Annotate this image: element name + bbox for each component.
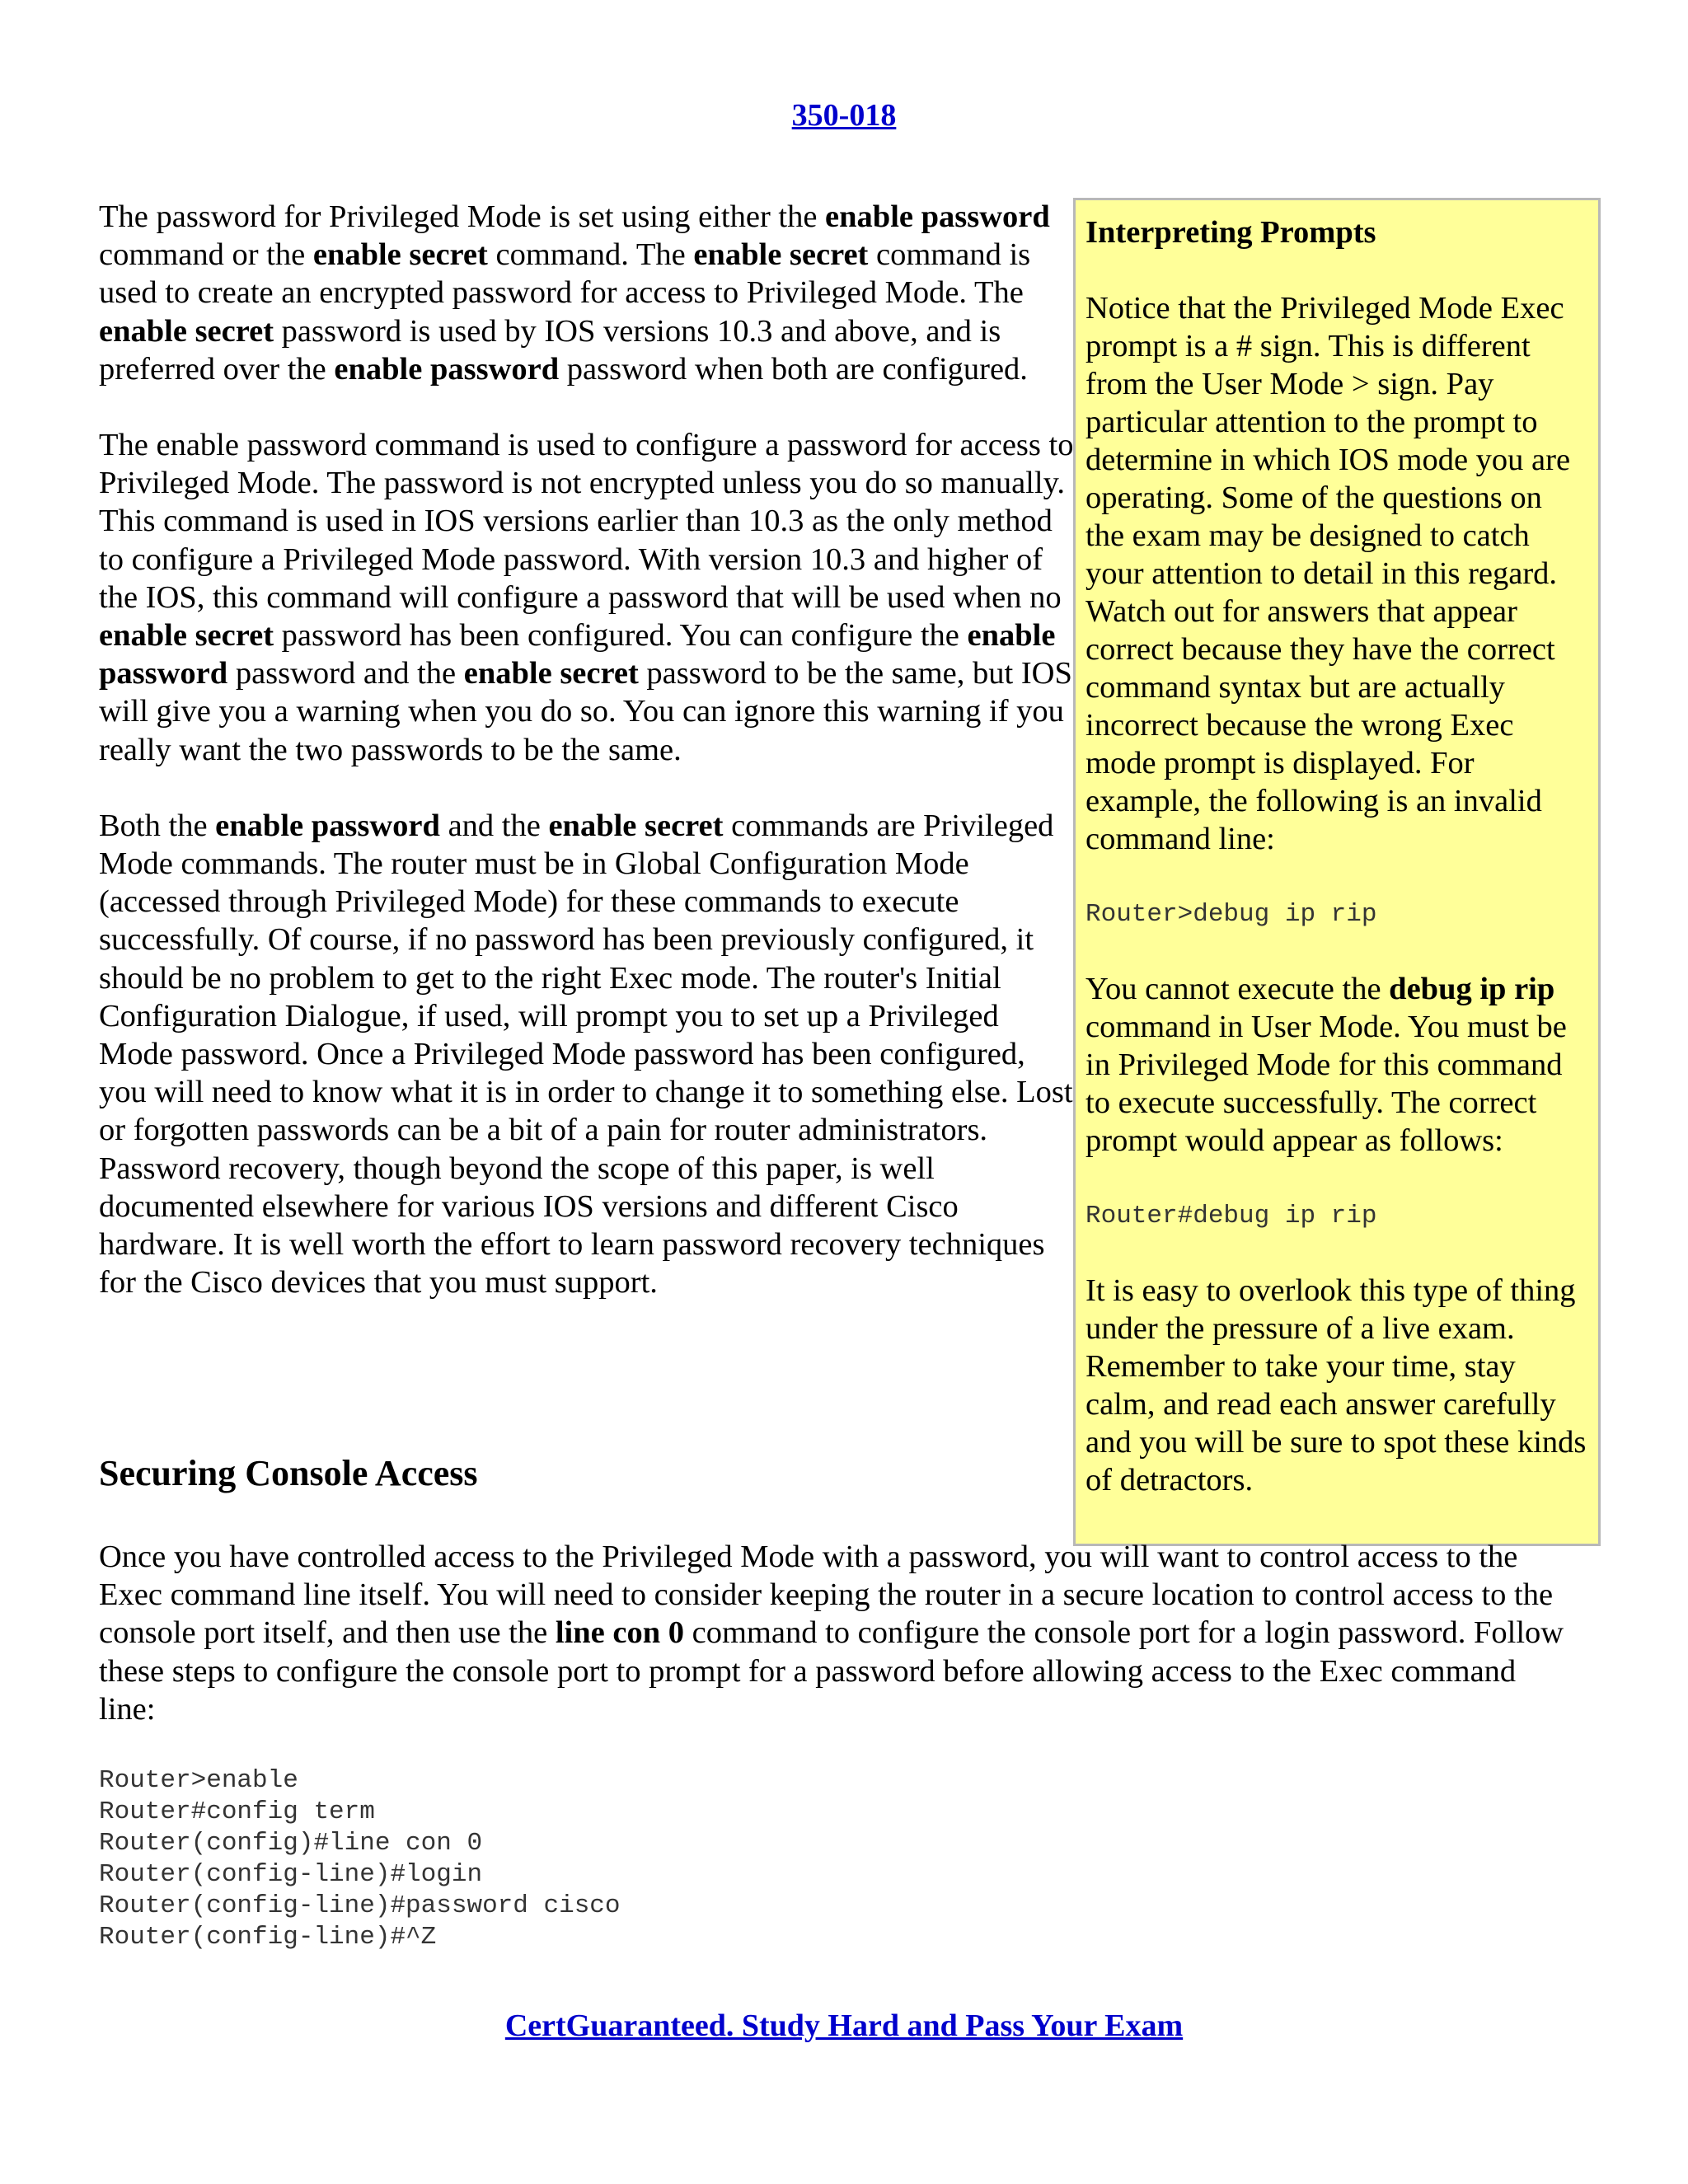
text: The password for Privileged Mode is set using either the [99, 199, 826, 234]
bold-term: enable password [334, 351, 560, 387]
text: command. The [487, 237, 694, 273]
text: password when both are configured. [559, 351, 1028, 387]
code-line: Router#config term [99, 1797, 375, 1826]
paragraph-enable-password [99, 426, 1080, 769]
text: and the [439, 808, 549, 843]
code-line: Router(config-line)#^Z [99, 1923, 437, 1952]
text: You cannot execute the [1085, 972, 1390, 1006]
paragraph-console-access [99, 1538, 1574, 1728]
text: Once you have controlled access to the Privileged Mode with a password, you will want to control access to the Exec command line itself. You will need to consider keeping the router in a secure location to control access to the console port itself, and then use the [99, 1540, 1554, 1651]
bold-term: enable secret [548, 808, 724, 843]
text: command is used to create an encrypted password for access to Privileged Mode. The [99, 237, 1031, 311]
sidebar-paragraph: Notice that the Privileged Mode Exec prompt is a # sign. This is different from the User Mode > sign. Pay particular attention to the prompt to determine in which IOS mode you are operating. Some of the questions on the exam may be designed to catch your attention to detail in this regard. Watch out for answers that appear correct because they have the correct command syntax but are actually incorrect because the wrong Exec mode prompt is displayed. For example, the following is an invalid command line: [1085, 291, 1571, 856]
code-line: Router(config-line)#password cisco [99, 1891, 621, 1920]
main-column [99, 198, 1080, 1339]
text: password to be the same, but IOS will give you a warning when you do so. You can ignore this warning if you really want the two passwords to be the same. [99, 656, 1072, 767]
code-line: Router>enable [99, 1766, 298, 1795]
text: The enable password command is used to configure a password for access to Privileged Mode. The password is not encrypted unless you do so manually. This command is used in IOS versions earlier than 10.3 as the only method to configure a Privileged Mode password. With version 10.3 and higher of the IOS, this command will configure a password that will be used when no [99, 428, 1074, 615]
sidebar-title: Interpreting Prompts [1085, 215, 1376, 250]
bold-term: enable password [99, 618, 1056, 691]
sidebar-code-valid: Router#debug ip rip [1085, 1202, 1377, 1230]
code-line: Router(config-line)#login [99, 1860, 483, 1889]
text: password has been configured. You can configure the [274, 618, 968, 654]
text: commands are Privileged Mode commands. The router must be in Global Configuration Mode (accessed through Privileged Mode) for these commands to execute successfully. Of course, if no password has been previously configured, it should be no problem to get to the right Exec mode. The router's Initial Configuration Dialogue, if used, will prompt you to set up a Privileged Mode password. Once a Privileged Mode password has been configured, you will need to know what it is in order to change it to something else. Lost or forgotten passwords can be a bit of a pain for router administrators. Password recovery, though beyond the scope of this paper, is well documented elsewhere for various IOS versions and different Cisco hardware. It is well worth the effort to learn password recovery techniques for the Cisco devices that you must support. [99, 808, 1073, 1301]
sidebar-interpreting-prompts [1073, 198, 1601, 1546]
paragraph-enable-secret [99, 198, 1080, 388]
text: command to configure the console port for a login password. Follow these steps to configure the console port to prompt for a password before allowing access to the Exec command line: [99, 1615, 1564, 1727]
section-heading: Securing Console Access [99, 1453, 478, 1493]
bold-term: enable secret [99, 313, 274, 349]
sidebar-paragraph [1085, 970, 1588, 1160]
text: command or the [99, 237, 313, 273]
bold-term: enable secret [99, 618, 274, 654]
footer-link[interactable]: CertGuaranteed. Study Hard and Pass Your Exam [504, 2008, 1184, 2043]
sidebar-code-invalid: Router>debug ip rip [1085, 900, 1377, 929]
text: password and the [227, 656, 464, 691]
bold-term: enable secret [463, 656, 639, 691]
bold-term: enable password [215, 808, 440, 843]
paragraph-privileged-commands [99, 807, 1080, 1302]
bold-term: debug ip rip [1389, 972, 1555, 1006]
bold-term: enable password [825, 199, 1050, 234]
bold-term: enable secret [693, 237, 869, 273]
console-config-code [99, 1765, 621, 1953]
sidebar-paragraph: It is easy to overlook this type of thing under the pressure of a live exam. Remember to take your time, stay calm, and read each answer carefully and you will be sure to spot these kinds of detractors. [1085, 1273, 1587, 1497]
text: command in User Mode. You must be in Privileged Mode for this command to execute successfully. The correct prompt would appear as follows: [1085, 1010, 1567, 1158]
code-line: Router(config)#line con 0 [99, 1829, 483, 1858]
bold-term: line con 0 [555, 1615, 684, 1651]
text: password is used by IOS versions 10.3 and above, and is preferred over the [99, 313, 1001, 387]
bold-term: enable secret [312, 237, 488, 273]
header-link[interactable]: 350-018 [791, 98, 897, 133]
text: Both the [99, 808, 216, 843]
